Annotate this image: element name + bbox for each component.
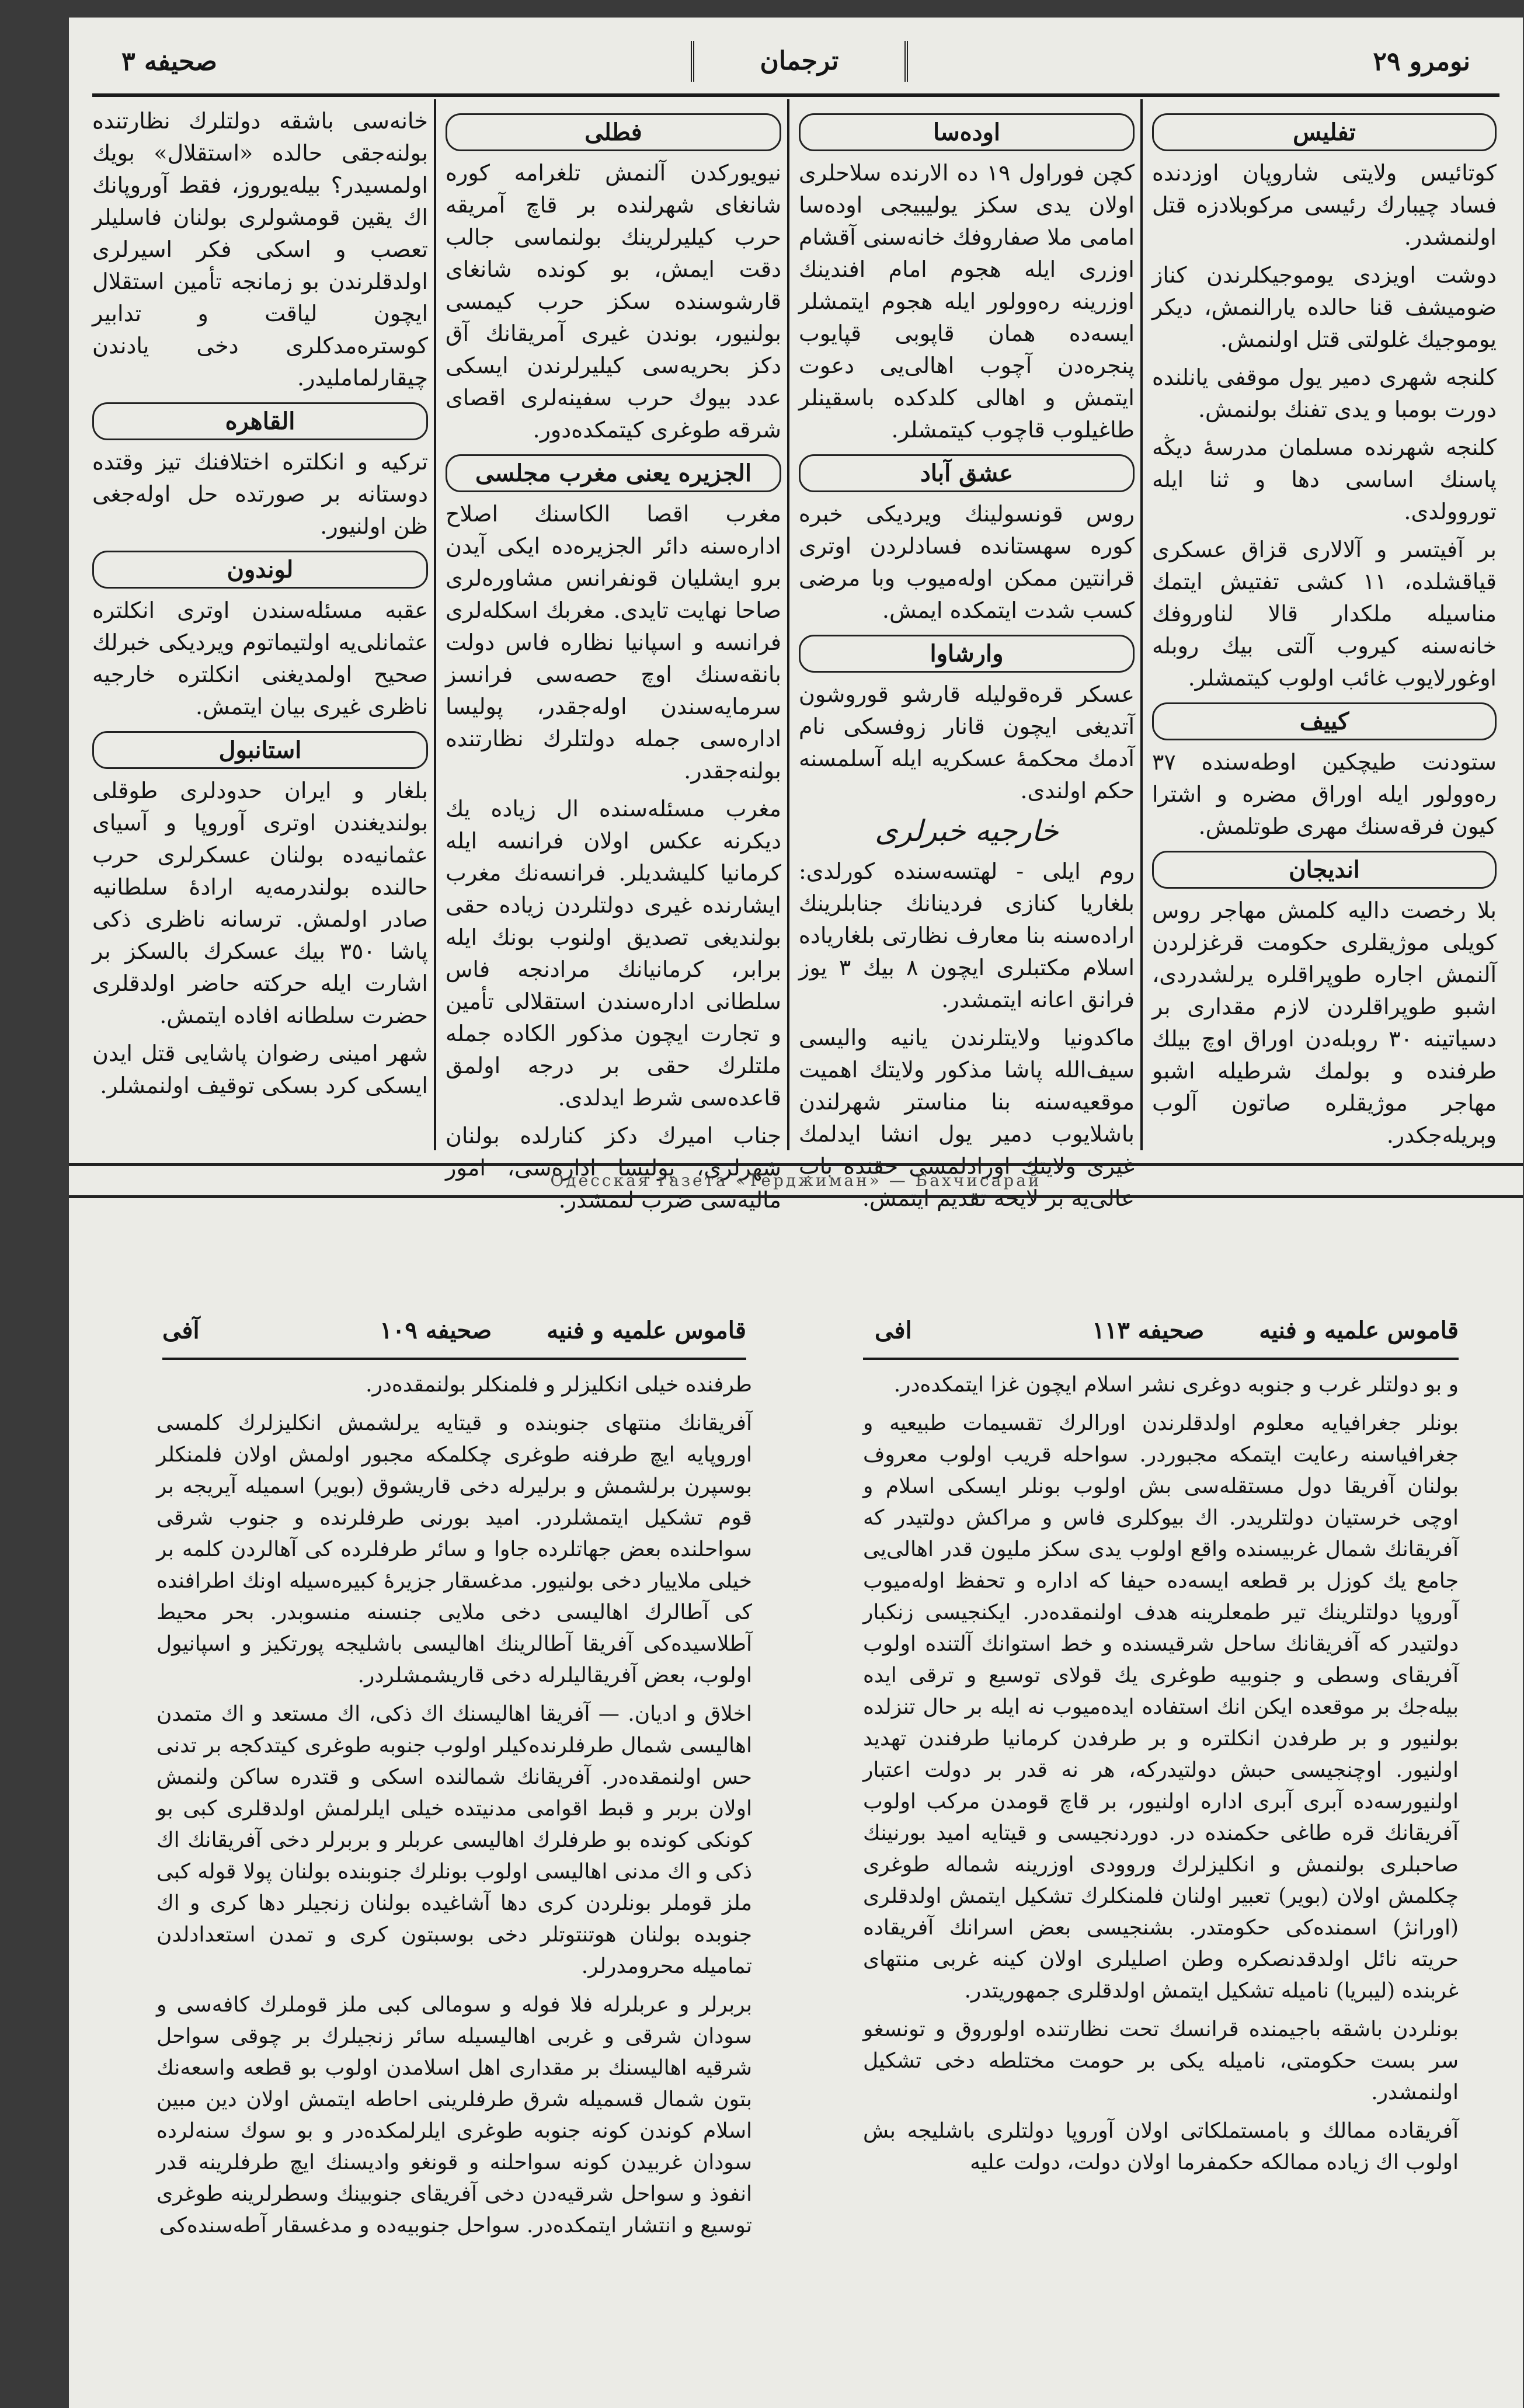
article-paragraph: بلغار و ايران حدودلرى طوقلى بولنديغندن اوترى آوروپا و آسياى عثمانيه‌ده بولنان عسكرلرى حرب حالنده بولندرمه‌يه ارادهٔ سلطانيه صادر اولمش. ترسانه ناظرى ذكى پاشا ٣٥٠ بيك عسكرك بالسكز بر اشارت ايله حركته حاضر اولدقلرى حضرت سلطانه افاده ايتمش.: [92, 778, 428, 1028]
column-divider: [434, 99, 436, 1150]
newspaper-page: [69, 18, 1523, 2408]
article-paragraph: كلنجه شهرى دمير يول موقفى يانلنده دورت بومبا و يدى تفنك بولنمش.: [1152, 364, 1497, 422]
header-title: قاموس علميه و فنيه: [1259, 1317, 1459, 1344]
masthead-rule: [92, 93, 1499, 97]
article-paragraph: كچن فوراول ١٩ ده الارنده سلاحلرى اولان يدى سكز يوليبيجى اوده‌سا امامى ملا صفاروفك خانه‌سنى آقشام اوزرى ايله هجوم امام افندينك اوزرينه رەوولور ايله هجوم ايتمشلر ايسه‌ده همان قاپوبى قپايوب پنجره‌دن آچوب اهالى‌يى دعوت ايتمش و اهالى كلدكده باسقينلر طاغيلوب قاچوب كيتمشلر.: [799, 160, 1135, 443]
article-paragraph: كوتائيس ولايتى شاروپان اوزدنده فساد چيبارك رئيسى مركوبلادزه قتل اولنمشدر.: [1152, 160, 1497, 250]
section-heading: استانبول: [92, 731, 428, 769]
right-pane-header: [875, 1317, 1459, 1352]
article-paragraph: عقبه مسئله‌سندن اوترى انكلتره عثمانلى‌يه اولتيماتوم ويرديكى خبرلك صحيح اولمديغنى انكلتره خارجيه ناظرى غيرى بيان ايتمش.: [92, 597, 428, 719]
section-heading: عشق آباد: [799, 454, 1135, 492]
article-paragraph: نيويوركدن آلنمش تلغرامه كوره شانغاى شهرلنده بر قاچ آمريقه حرب كيليرلرينك بولنماسى جالب دقت ايمش، بو كونده شانغاى قارشوسنده سكز حرب كيمسى بولنيور، بوندن غيرى آمريقانك آق دكز بحريه‌سى كيليرلرندن ايسكى عدد بيوك حرب سفينه‌لرى اقصاى شرقه طوغرى كيتمكده‌دور.: [446, 160, 781, 443]
section-heading: القاهره: [92, 402, 428, 440]
article-paragraph: آفريقانك منتهاى جنوبنده و قيتايه يرلشمش انكليزلرك كلمسى اوروپايه ايچ طرفنه طوغرى چكلمكه مجبور اولمش اولان فلمنكلر بوسپرن برلشمش و برليرله دخى قاريشوق (بوير) اسميله آيريجه بر قوم تشكيل ايتمشلردر. اميد بورنى طرفلرنده و جنوب شرقى سواحلنده بعض جهاتلرده جاوا و سائر طرفلرده كى آهالردن كلمه بر خيلى ملاييار دخى بولنيور. مدغسقار جزيرهٔ كبيره‌سيله اونك اطرافنده كى آطالرك اهاليسى دخى ملايى جنسنه منسوبدر. بحر محيط آطلاسيده‌كى آفريقا آطالرينك اهاليسى باشليجه پورتكيز و اسپانيول اولوب، بعض آفريقاليلرله دخى قاريشمشلردر.: [156, 1411, 752, 1687]
foreign-news-heading: خارجيه خبرلرى: [875, 814, 1059, 848]
right-pane-text: [863, 1369, 1459, 2397]
right-header-rule: [863, 1358, 1459, 1360]
header-word: آفى: [162, 1317, 200, 1344]
article-paragraph: بونلردن باشقه باجيمنده قرانسك تحت نظارتنده اولوروق و تونسغو سر بست حكومتى، ناميله يكى بر حومت مختلطه دخى تشكيل اولنمشدر.: [863, 2017, 1459, 2104]
column-4: [92, 105, 428, 1150]
article-paragraph: ماكدونيا ولايتلرندن يانيه واليسى سيف‌الله پاشا مذكور ولايتك اهميت موقعيه‌سنه بنا مناستر شهرلندن باشلايوب دمير يول انشا ايدلمك غيرى ولايتك اوزادلمسى حقنده باب عالى‌يه بر لايحه تقديم ايتمش.: [799, 1025, 1135, 1211]
header-title: قاموس علميه و فنيه: [547, 1317, 746, 1344]
section-heading: وارشاوا: [799, 635, 1135, 673]
issue-number: نومرو ٢٩: [1373, 47, 1470, 76]
page-number: صحيفه ٣: [121, 47, 217, 76]
column-2: [799, 105, 1135, 1211]
article-paragraph: تركيه و انكلتره اختلافنك تيز وقتده دوستانه بر صورتده حل اوله‌جغى ظن اولنيور.: [92, 449, 428, 539]
article-paragraph: دوشت اويزدى يوموجيكلرندن كناز ضوميشف قنا حالده يارالنمش، ديكر يوموجيك غلولتى قتل اولنمش.: [1152, 262, 1497, 352]
column-divider: [787, 99, 789, 1150]
column-divider: [1140, 99, 1143, 1150]
article-paragraph: مغرب اقصا الكاسنك اصلاح اداره‌سنه دائر الجزيره‌ده ايكى آيدن برو ايشليان قونفرانس مشاوره‌لرى صاحا نهايت تايدى. مغربك اسكله‌لرى فرانسه و اسپانيا نظاره فاس دولت بانقه‌سنك اوچ حصه‌سى فرانسز سرمايه‌سندن اوله‌جقدر، پوليسا اداره‌سى جمله دولتلرك نظارتنده بولنه‌جقدر.: [446, 501, 781, 784]
article-paragraph: كلنجه شهرنده مسلمان مدرسهٔ ديڭه پاسنك اساسى دها و ثنا ايله توروولدى.: [1152, 434, 1497, 524]
article-paragraph: عسكر قرەقوليله قارشو قوروشون آتديغى ايچون قانار زوفسكى نام آدمك محكمهٔ عسكريه ايله آسلمسنه حكم اولندى.: [799, 681, 1135, 803]
article-paragraph: روس قونسولينك ويرديكى خبره كوره سهستانده فسادلردن اوترى قرانتين ممكن اوله‌ميوب وبا مرضى كسب شدت ايتمكده ايمش.: [799, 501, 1135, 623]
column-1: [1152, 105, 1497, 1150]
article-paragraph: بونلر جغرافيايه معلوم اولدقلرندن اورالرك تقسيمات طبيعيه و جغرافياسنه رعايت ايتمكه مجبوردر. سواحله قريب اولوب معروف بولنان آفريقا دول مستقله‌سى بش اولوب بونلر ايسكى اسلام و اوچى خرستيان دولتلريدر. اك بيوكلرى فاس و مراكش دولتيدر كه آفريقانك شمال غربيسنده واقع اولوب يدى سكز مليون قدر اهالى‌يى جامع يك كوزل بر قطعه ايسه‌ده حيفا كه اداره و تحفظ اوله‌ميوب آوروپا دولتلرينك تير طمعلرينه هدف اولنمقده‌در. ايكنجيسى زنكبار دولتيدر كه آفريقانك ساحل شرقيسنده و خط استوانك آلتنده اولوب آفريقاى وسطى و جنوبيه طوغرى يك قولاى توسيع و ترقى ايده بيله‌جك بر موقعده ايكن انك استفاده ايده‌ميوب نه ايله بر حال تنزلده بولنيور و بر طرفدن انكلتره و بر طرفدن كرمانيا طرفندن تهديد اولنيور. اوچنجيسى حبش دولتيدركه، هر نه قدر بر دولت اعتبار اولنيورسه‌ده آبرى آبرى اداره اولنيور، بر قاچ قومدن مركب اولوب آفريقانك قره طاغى حكمنده در. دوردنجيسى و قيتايه اميد بورنينك صاحبلرى بولنمش و انكليزلرك وروودى اوزرينه شماله طوغرى چكلمش اولان (بوير) تعبير اولنان فلمنكلرك تشكيل ايتمش اولدقلرى (اورانژ) اسمنده‌كى حكومتدر. بشنجيسى بعض اسرانك آفريقاده حريته نائل اولدقدنصكره وطن اصليلرى اولان كينه غربى منتهاى غربنده (ليبريا) ناميله تشكيل ايتمش اولدقلرى جمهوريتدر.: [863, 1411, 1459, 2003]
left-pane-text: [156, 1369, 752, 2397]
header-page: صحيفه ١٠٩: [380, 1317, 492, 1344]
article-paragraph: و بو دولتلر غرب و جنوبه دوغرى نشر اسلام ايچون غزا ايتمكده‌در.: [893, 1373, 1459, 1397]
article-paragraph: مغرب مسئله‌سنده ال زياده يك ديكرنه عكس اولان فرانسه ايله كرمانيا كليشديلر. فرانسه‌نك مغرب ايشارنده غيرى دولتلردن زياده حقى بولنديغى تصديق اولنوب بونك ايله برابر، كرمانيانك مرادنجه فاس سلطانى اداره‌سندن استقلالى تأمين و تجارت ايچون مذكور الكاده جمله ملتلرك حقى بر درجه اولمق قاعده‌سى شرط ايدلدى.: [446, 796, 781, 1111]
newspaper-title: ترجمان: [691, 41, 908, 82]
header-word: افى: [875, 1317, 912, 1344]
article-paragraph: خانه‌سى باشقه دولتلرك نظارتنده بولنه‌جقى حالده «استقلال» بويك اولمسيدر؟ بيله‌يوروز، فقط آوروپانك اك يقين قومشولرى بولنان فاسليلر تعصب و اسكى فكر اسيرلرى اولدقلرندن بو زمانجه تأمين استقلال ايچون لياقت و تدابير كوستره‌مدكلرى دخى يادندن چيقارلمامليدر.: [92, 108, 428, 391]
article-paragraph: بربرلر و عربلرله فلا فوله و سومالى كبى ملز قوملرك كافه‌سى و سودان شرقى و غربى اهاليسيله سائر زنجيلرك بر چوقى سواحل شرقيه اهاليسنك بر مقدارى اهل اسلامدن اولوب بو قطعه واسعه‌نك بتون شمال قسميله شرق طرفلرينى احاطه ايتمش اولان دين مبين اسلام كوندن كونه جنوبه طوغرى ايلرلمكده‌در و بو سوك سنه‌لرده سودان غربيدن كونه سواحلنه و قونغو واديسنك ايچ طرفلرينه قدر انفوذ و سواحل شرقيه‌دن دخى آفريقاى جنوبينك وسطرلرينه طوغرى توسيع و انتشار ايتمكده‌در. سواحل جنوبيه‌ده و مدغسقار آطه‌سنده‌كى: [156, 1993, 752, 2238]
article-paragraph: ستودنت طيچكين اوطه‌سنده ٣٧ رەوولور ايله اوراق مضره و اشترا كيون فرقه‌سنك مهرى طوتلمش.: [1152, 749, 1497, 839]
article-paragraph: بر آفيتسر و آلالارى قزاق عسكرى قياقشلده، ١١ كشى تفتيش ايتمك مناسيله ملكدار قالا لناوروفك خانه‌سنه كيروب آلتى بيك روبله اوغورلايوب غائب اولوب كيتمشلر.: [1152, 537, 1497, 691]
header-page: صحيفه ١١٣: [1092, 1317, 1205, 1344]
section-heading: تفليس: [1152, 113, 1497, 151]
section-heading: اوده‌سا: [799, 113, 1135, 151]
section-heading: لوندون: [92, 551, 428, 589]
left-pane-header: [162, 1317, 746, 1352]
separator-band: Одесcкая газета «Терджиман» — Бахчисарай: [69, 1163, 1523, 1198]
article-paragraph: بلا رخصت داليه كلمش مهاجر روس كويلى موژيقلرى حكومت قرغزلردن آلنمش اجاره طوپراقلره يرلشدردى، اشبو طوپراقلردن لازم مقدارى بر دسياتينه ٣٠ روبله‌دن اوراق اوچ بيلك طرفنده و بولمك شرطيله اشبو مهاجر موژيقلره صاتون آلوب وېريله‌جكدر.: [1152, 897, 1497, 1148]
article-paragraph: روم ايلى - لهتسه‌سنده كورلدى: بلغاريا كنازى فردينانك جنابلرينك اراده‌سنه بنا معارف نظارتى بلغاريا‌ده اسلام مكتبلرى ايچون ٨ بيك ٣ يوز فرانق اعانه ايتمشدر.: [799, 858, 1135, 1012]
article-paragraph: طرفنده خيلى انكليزلر و فلمنكلر بولنمقده‌در.: [366, 1373, 752, 1397]
section-heading: كييف: [1152, 702, 1497, 740]
article-paragraph: اخلاق و اديان. — آفريقا اهاليسنك اك ذكى، اك مستعد و اك متمدن اهاليسى شمال طرفلرنده‌كيلر اولوب جنوبه طوغرى كيتدكجه بر تدنى حس اولنمقده‌در. آفريقانك شمالنده اسكى و قتدره ساكن ولنمش اولان بربر و قبط اقوامى مدنيتده خيلى ايلرلمش اولدقلرى كبى بو كونكى كونده بو طرفلرك اهاليسى عربلر و بربرلر دخى آفريقانك اك ذكى و اك مدنى اهاليسى اولوب بونلرك جنوبنده بولنان پولا قوله كبى ملز قوملر بونلردن كرى دها آشاغيده بولنان زنجيلر دها كرى و اك جنوبده بولنان هوتنتوتلر دخى بوسبتون كرى و تمدن استعدادلدن تماميله محرومدرلر.: [156, 1702, 752, 1978]
section-heading: الجزيره يعنى مغرب مجلسى: [446, 454, 781, 492]
column-3: [446, 105, 781, 1213]
article-paragraph: آفريقاده ممالك و بامستملكاتى اولان آوروپا دولتلرى باشليجه بش اولوب اك زياده ممالكه حكمفرما اولان دولت، دولت عليه: [863, 2119, 1459, 2174]
section-heading: انديجان: [1152, 851, 1497, 889]
article-paragraph: شهر امينى رضوان پاشايى قتل ايدن ايسكى كرد بسكى توقيف اولنمشلر.: [92, 1041, 428, 1098]
section-heading: فطلى: [446, 113, 781, 151]
left-header-rule: [162, 1358, 746, 1360]
article-paragraph: جناب اميرك دكز كنارلده بولنان شهرلرى، پوليسا اداره‌سى، امور ماليه‌سى ضرب لنمشدر.: [446, 1123, 781, 1213]
